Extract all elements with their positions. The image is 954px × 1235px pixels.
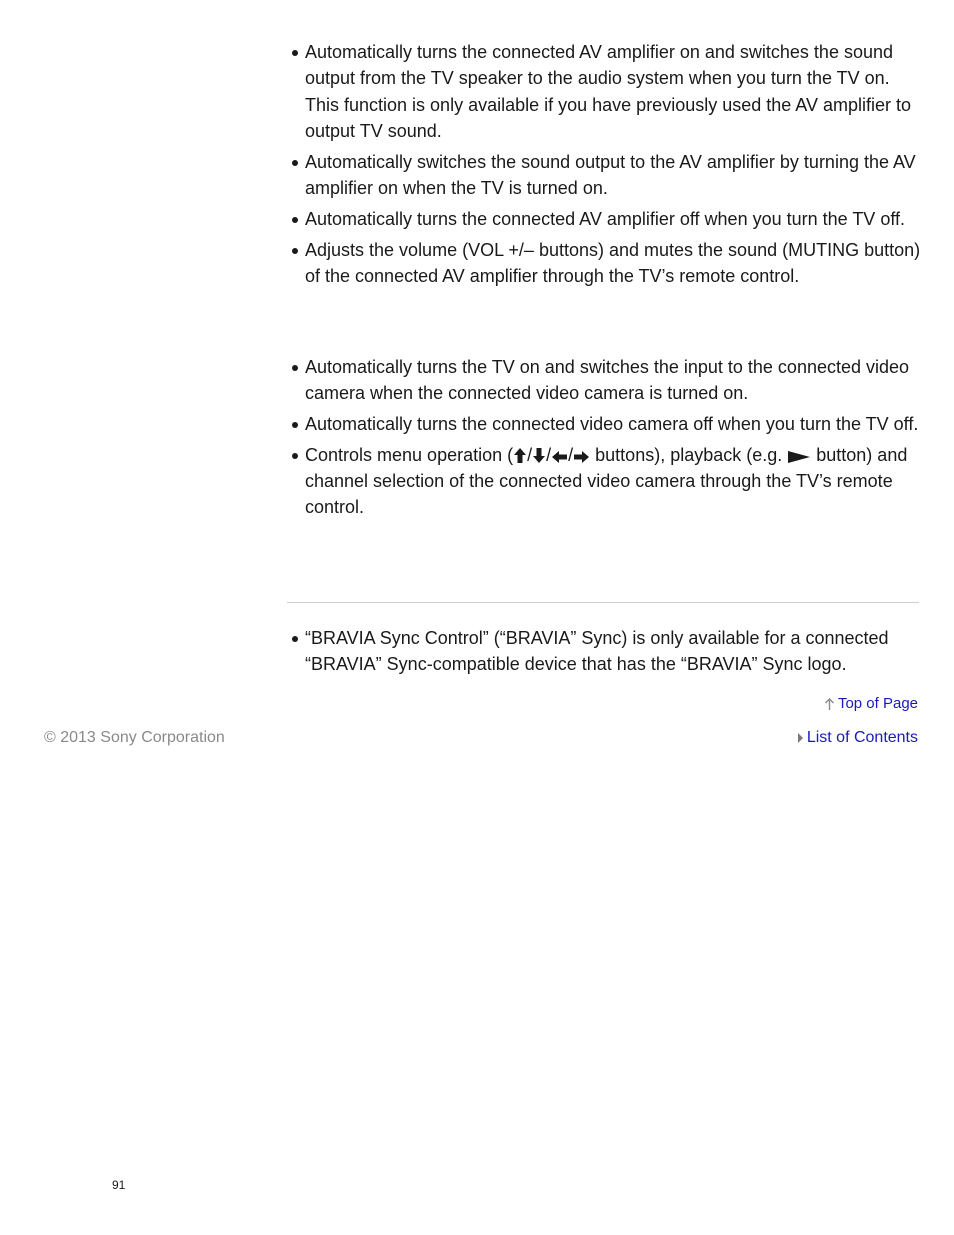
list-item-text: Automatically turns the connected AV amplifier off when you turn the TV off.: [305, 208, 906, 229]
bullet-icon: [292, 160, 298, 166]
play-icon: [787, 450, 811, 464]
separator-text: /: [568, 444, 574, 465]
top-of-page-link[interactable]: [824, 695, 918, 712]
list-item: [290, 237, 922, 290]
camera-feature-list: [290, 354, 922, 525]
bullet-icon: [292, 453, 298, 459]
triangle-right-icon: [797, 732, 804, 744]
list-item-text: Controls menu operation (: [305, 444, 514, 465]
section-divider: [287, 602, 919, 603]
list-item: [290, 354, 922, 407]
bullet-icon: [292, 422, 298, 428]
list-item-text: Automatically turns the connected AV amplifier on and switches the sound output from the TV speaker to the audio system when you turn the TV on. This function is only available if you have previously used the AV amplifier to output TV sound.: [305, 42, 911, 141]
list-item-text: Automatically turns the connected video camera off when you turn the TV off.: [305, 414, 919, 435]
bullet-icon: [292, 248, 298, 254]
top-of-page-label: Top of Page: [837, 695, 918, 712]
list-item: [290, 206, 922, 232]
list-of-contents-link[interactable]: [797, 729, 918, 747]
list-item-text: button) and channel selection of the connected video camera through the TV’s remote control.: [305, 444, 908, 518]
up-arrow-icon: [513, 447, 527, 464]
copyright-text: © 2013 Sony Corporation: [44, 729, 225, 746]
bullet-icon: [292, 636, 298, 642]
amplifier-feature-list: [290, 39, 922, 294]
list-item: [290, 625, 922, 678]
bullet-icon: [292, 217, 298, 223]
list-item: [290, 442, 922, 521]
list-item: [290, 149, 922, 202]
list-item: [290, 39, 922, 144]
list-item: [290, 411, 922, 437]
page-number: 91: [112, 1178, 126, 1192]
left-arrow-icon: [551, 450, 568, 464]
separator-text: /: [527, 444, 533, 465]
list-of-contents-label: List of Contents: [806, 729, 918, 746]
arrow-up-icon: [824, 697, 835, 711]
bullet-icon: [292, 50, 298, 56]
separator-text: /: [546, 444, 552, 465]
list-item-text: Automatically switches the sound output to the AV amplifier by turning the AV amplifier on when the TV is turned on.: [305, 151, 916, 198]
list-item-text: Adjusts the volume (VOL +/– buttons) and mutes the sound (MUTING button) of the connected AV amplifier through the TV’s remote control.: [305, 239, 921, 286]
bullet-icon: [292, 365, 298, 371]
down-arrow-icon: [532, 447, 546, 464]
right-arrow-icon: [573, 450, 590, 464]
note-list: [290, 625, 922, 682]
list-item-text: buttons), playback (e.g.: [590, 444, 788, 465]
list-item-text: “BRAVIA Sync Control” (“BRAVIA” Sync) is only available for a connected “BRAVIA” Sync-compatible device that has the “BRAVIA” Sync logo.: [305, 628, 889, 675]
list-item-text: Automatically turns the TV on and switches the input to the connected video camera when the connected video camera is turned on.: [305, 357, 910, 404]
